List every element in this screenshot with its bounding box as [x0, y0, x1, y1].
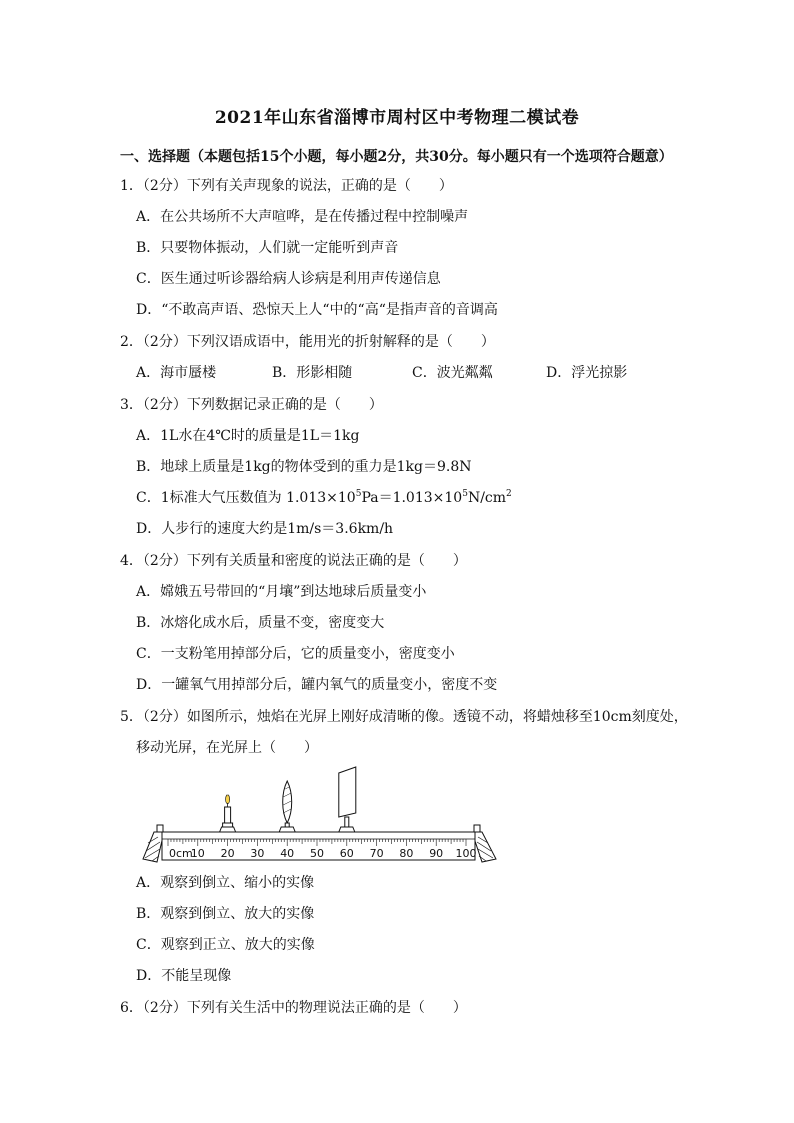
question-5-option-a[interactable]: A．观察到倒立、缩小的实像 — [136, 875, 315, 891]
question-2-option-b[interactable]: B．形影相随 — [272, 365, 353, 381]
ruler-label: 70 — [369, 847, 384, 860]
question-3-option-c-unit: N/cm — [467, 490, 507, 506]
question-4-option-c[interactable]: C．一支粉笔用掉部分后，它的质量变小，密度变小 — [136, 646, 455, 662]
question-3-option-a[interactable]: A．1L水在4℃时的质量是1L＝1kg — [136, 428, 360, 444]
question-1-option-a[interactable]: A．在公共场所不大声喧哗，是在传播过程中控制噪声 — [136, 209, 469, 225]
question-3-option-b[interactable]: B．地球上质量是1kg的物体受到的重力是1kg＝9.8N — [136, 459, 472, 475]
question-4-option-d[interactable]: D．一罐氧气用掉部分后，罐内氧气的质量变小，密度不变 — [136, 677, 498, 693]
question-2-option-c[interactable]: C．波光粼粼 — [412, 365, 493, 381]
ruler-label: 30 — [250, 847, 265, 860]
ruler-label: 60 — [339, 847, 354, 860]
question-4-option-a[interactable]: A．嫦娥五号带回的“月壤”到达地球后质量变小 — [136, 584, 427, 600]
optical-bench-figure — [140, 765, 500, 865]
light-screen — [339, 767, 356, 832]
question-5-option-c[interactable]: C．观察到正立、放大的实像 — [136, 937, 315, 953]
flame-icon — [226, 795, 230, 804]
convex-lens — [279, 781, 295, 832]
candle — [220, 795, 236, 832]
question-1-option-b[interactable]: B．只要物体振动，人们就一定能听到声音 — [136, 240, 399, 256]
question-2-option-d[interactable]: D．浮光掠影 — [546, 365, 628, 381]
question-5-stem-cont: 移动光屏，在光屏上（ ） — [136, 740, 318, 756]
left-stand — [143, 825, 164, 862]
question-6-stem: 6．（2分）下列有关生活中的物理说法正确的是（ ） — [120, 1000, 467, 1016]
question-1-option-d[interactable]: D．“不敢高声语、恐惊天上人“中的“高“是指声音的音调高 — [136, 302, 498, 318]
question-1-option-c[interactable]: C．医生通过听诊器给病人诊病是利用声传递信息 — [136, 271, 441, 287]
question-2-options — [136, 364, 656, 382]
ruler-label: 20 — [220, 847, 235, 860]
question-4-stem: 4．（2分）下列有关质量和密度的说法正确的是（ ） — [120, 553, 467, 569]
section-heading: 一、选择题（本题包括15个小题，每小题2分，共30分。每小题只有一个选项符合题意） — [120, 149, 673, 165]
exponent: 5 — [462, 489, 468, 499]
question-2-option-a[interactable]: A．海市蜃楼 — [136, 365, 217, 381]
ruler-label: 0cm — [169, 847, 193, 860]
exponent: 2 — [506, 489, 512, 499]
question-5-option-b[interactable]: B．观察到倒立、放大的实像 — [136, 906, 315, 922]
exponent: 5 — [355, 489, 362, 499]
ruler-label: 50 — [310, 847, 324, 860]
question-3-option-d[interactable]: D．人步行的速度大约是1m/s＝3.6km/h — [136, 521, 394, 537]
question-3-option-c-text2: Pa＝1.013×10 — [361, 490, 463, 506]
question-3-option-c-text: C．1标准大气压数值为 1.013×10 — [136, 490, 356, 506]
question-4-option-b[interactable]: B．冰熔化成水后，质量不变，密度变大 — [136, 615, 385, 631]
question-2-stem: 2．（2分）下列汉语成语中，能用光的折射解释的是（ ） — [120, 334, 495, 350]
ruler-label: 100 — [455, 847, 477, 860]
question-5-stem: 5．（2分）如图所示，烛焰在光屏上刚好成清晰的像。透镜不动，将蜡烛移至10cm刻度处， — [120, 709, 688, 725]
page-title: 2021年山东省淄博市周村区中考物理二模试卷 — [214, 108, 580, 128]
question-3-option-c[interactable] — [136, 489, 512, 507]
ruler-label: 40 — [280, 847, 295, 860]
question-1-stem: 1．（2分）下列有关声现象的说法，正确的是（ ） — [120, 178, 453, 194]
question-5-option-d[interactable]: D．不能呈现像 — [136, 968, 232, 984]
ruler-label: 80 — [399, 847, 414, 860]
question-3-stem: 3．（2分）下列数据记录正确的是（ ） — [120, 397, 383, 413]
ruler-label: 10 — [190, 847, 205, 860]
ruler-label: 90 — [429, 847, 444, 860]
